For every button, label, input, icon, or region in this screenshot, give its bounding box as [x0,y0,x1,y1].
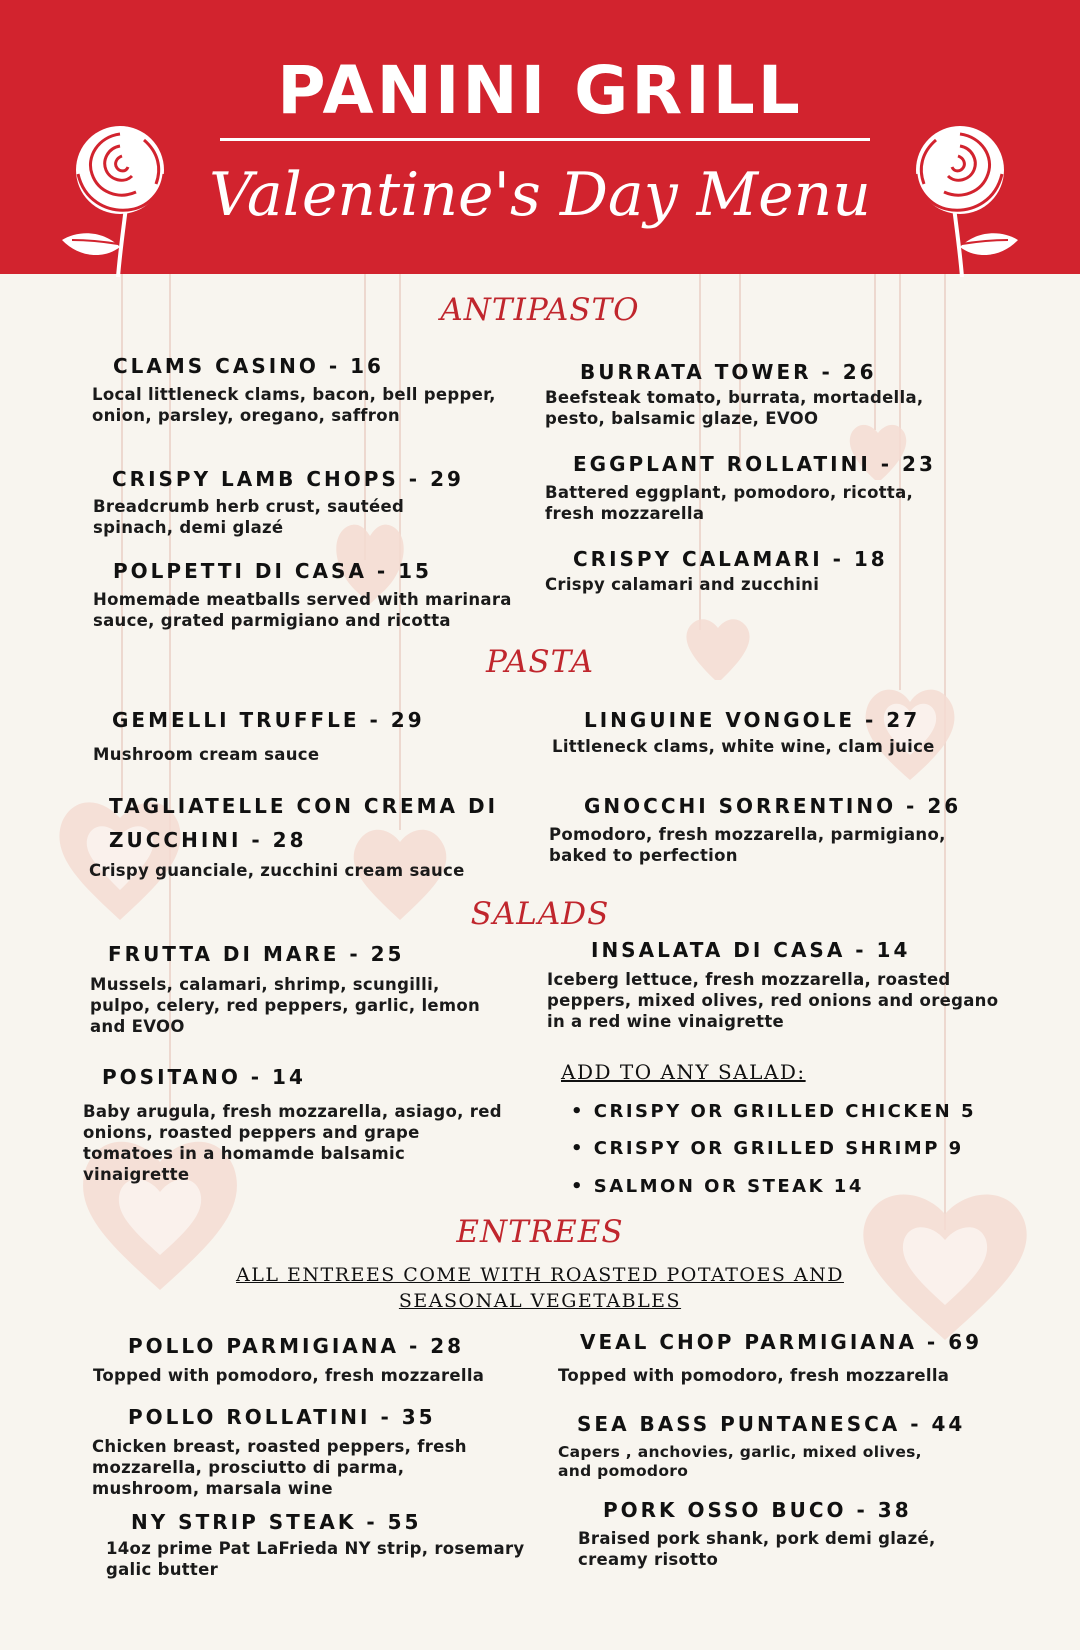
addon-shrimp: • CRISPY OR GRILLED SHRIMP 9 [571,1138,964,1159]
item-name-tagliatelle-line2: ZUCCHINI - 28 [109,828,307,852]
item-name-ny-strip-steak: NY STRIP STEAK - 55 [131,1510,422,1534]
item-desc-linguine-vongole: Littleneck clams, white wine, clam juice [552,737,935,756]
item-desc-pollo-rollatini: Chicken breast, roasted peppers, fresh mozzarella, prosciutto di parma, mushroom, marsala wine [92,1437,467,1498]
item-desc-tagliatelle: Crispy guanciale, zucchini cream sauce [89,861,465,880]
item-desc-pork-osso-buco: Braised pork shank, pork demi glazé, creamy risotto [578,1529,936,1569]
add-to-salad-heading: ADD TO ANY SALAD: [561,1060,806,1084]
item-name-positano: POSITANO - 14 [102,1065,306,1089]
item-name-polpetti-di-casa: POLPETTI DI CASA - 15 [113,559,432,583]
item-desc-polpetti-di-casa: Homemade meatballs served with marinara sauce, grated parmigiano and ricotta [93,590,512,630]
item-name-veal-chop-parmigiana: VEAL CHOP PARMIGIANA - 69 [580,1330,983,1354]
item-desc-ny-strip-steak: 14oz prime Pat LaFrieda NY strip, rosemary galic butter [106,1539,525,1579]
item-desc-eggplant-rollatini: Battered eggplant, pomodoro, ricotta, fresh mozzarella [545,483,914,523]
item-desc-crispy-lamb-chops: Breadcrumb herb crust, sautéed spinach, demi glazé [93,497,405,537]
entrees-note: ALL ENTREES COME WITH ROASTED POTATOES AND SEASONAL VEGETABLES [236,1264,844,1312]
item-desc-insalata-di-casa: Iceberg lettuce, fresh mozzarella, roasted peppers, mixed olives, red onions and oregano in a red wine vinaigrette [547,970,999,1031]
item-desc-veal-chop-parmigiana: Topped with pomodoro, fresh mozzarella [558,1366,950,1385]
section-title-antipasto: ANTIPASTO [440,292,640,328]
section-title-pasta: PASTA [485,644,594,680]
item-name-gnocchi-sorrentino: GNOCCHI SORRENTINO - 26 [584,794,962,818]
item-name-crispy-lamb-chops: CRISPY LAMB CHOPS - 29 [112,467,464,491]
item-desc-pollo-parmigiana: Topped with pomodoro, fresh mozzarella [93,1366,485,1385]
item-name-gemelli-truffle: GEMELLI TRUFFLE - 29 [112,708,425,732]
item-name-burrata-tower: BURRATA TOWER - 26 [580,360,877,384]
section-title-entrees: ENTREES [456,1214,624,1250]
addon-chicken: • CRISPY OR GRILLED CHICKEN 5 [571,1101,976,1122]
item-name-linguine-vongole: LINGUINE VONGOLE - 27 [584,708,921,732]
item-desc-gnocchi-sorrentino: Pomodoro, fresh mozzarella, parmigiano, baked to perfection [549,825,946,865]
item-desc-sea-bass-puntanesca: Capers , anchovies, garlic, mixed olives, and pomodoro [558,1443,922,1480]
item-name-crispy-calamari: CRISPY CALAMARI - 18 [573,547,888,571]
item-name-pollo-rollatini: POLLO ROLLATINI - 35 [128,1405,436,1429]
item-desc-frutta-di-mare: Mussels, calamari, shrimp, scungilli, pulpo, celery, red peppers, garlic, lemon and EVOO [90,975,481,1036]
item-desc-clams-casino: Local littleneck clams, bacon, bell pepper, onion, parsley, oregano, saffron [92,385,496,425]
item-name-sea-bass-puntanesca: SEA BASS PUNTANESCA - 44 [577,1412,966,1436]
section-title-salads: SALADS [470,896,610,932]
item-desc-gemelli-truffle: Mushroom cream sauce [93,745,320,764]
menu-subtitle: Valentine's Day Menu [209,160,871,230]
item-desc-crispy-calamari: Crispy calamari and zucchini [545,575,820,594]
item-desc-burrata-tower: Beefsteak tomato, burrata, mortadella, pesto, balsamic glaze, EVOO [545,388,924,428]
item-name-frutta-di-mare: FRUTTA DI MARE - 25 [108,942,405,966]
addon-salmon-steak: • SALMON OR STEAK 14 [571,1176,864,1197]
item-name-pollo-parmigiana: POLLO PARMIGIANA - 28 [128,1334,465,1358]
item-name-tagliatelle-line1: TAGLIATELLE CON CREMA DI [109,794,499,818]
item-name-pork-osso-buco: PORK OSSO BUCO - 38 [603,1498,912,1522]
item-desc-positano: Baby arugula, fresh mozzarella, asiago, red onions, roasted peppers and grape tomatoes in a homamde balsamic vinaigrette [83,1102,502,1184]
item-name-clams-casino: CLAMS CASINO - 16 [113,354,384,378]
item-name-eggplant-rollatini: EGGPLANT ROLLATINI - 23 [573,452,936,476]
restaurant-title: PANINI GRILL [277,52,803,129]
item-name-insalata-di-casa: INSALATA DI CASA - 14 [591,938,911,962]
